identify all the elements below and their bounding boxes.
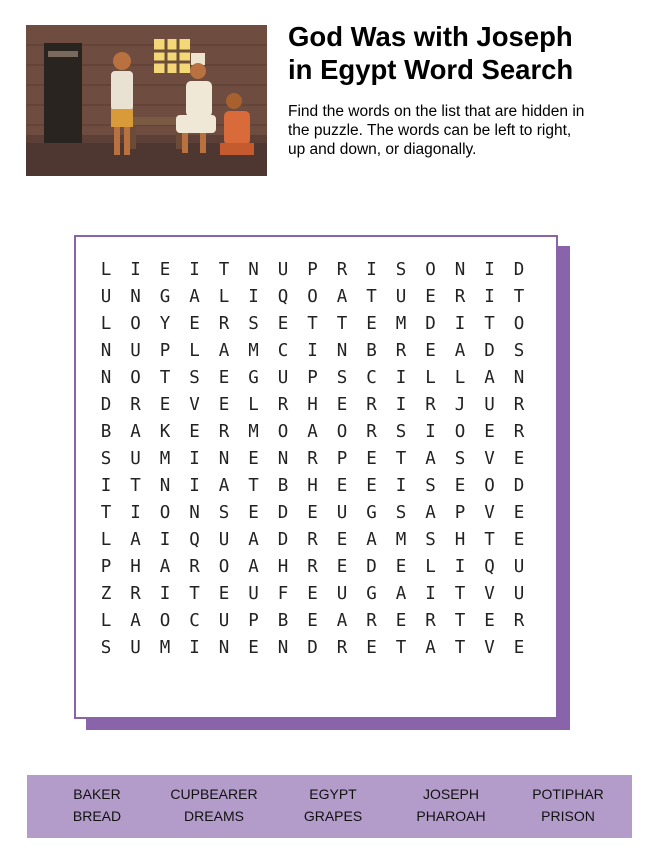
word-bank-item: PRISON bbox=[541, 808, 595, 824]
grid-letter: S bbox=[425, 476, 436, 496]
grid-letter: I bbox=[100, 476, 112, 496]
grid-letter: T bbox=[218, 260, 230, 280]
grid-letter: R bbox=[425, 611, 436, 631]
grid-letter: T bbox=[454, 584, 466, 604]
grid-letter: D bbox=[513, 476, 525, 496]
grid-letter: E bbox=[218, 584, 230, 604]
grid-letter: U bbox=[248, 584, 259, 604]
grid-letter: P bbox=[307, 368, 318, 388]
grid-row bbox=[76, 338, 556, 365]
grid-letter: D bbox=[307, 638, 318, 658]
grid-row bbox=[76, 365, 556, 392]
grid-letter: N bbox=[130, 287, 141, 307]
word-bank-item: JOSEPH bbox=[422, 786, 479, 802]
grid-letter: Q bbox=[484, 557, 495, 577]
grid-letter: D bbox=[366, 557, 377, 577]
grid-letter: E bbox=[159, 395, 171, 415]
grid-letter: T bbox=[484, 314, 495, 334]
grid-letter: R bbox=[366, 422, 377, 442]
word-bank-item: BAKER bbox=[73, 786, 121, 802]
grid-letter: I bbox=[395, 395, 407, 415]
grid-letter: I bbox=[189, 476, 200, 496]
grid-letter: V bbox=[484, 503, 495, 523]
grid-letter: T bbox=[454, 638, 466, 658]
grid-letter: M bbox=[248, 422, 259, 442]
grid-letter: E bbox=[513, 638, 525, 658]
grid-letter: S bbox=[513, 341, 525, 361]
grid-letter: N bbox=[218, 449, 230, 469]
grid-letter: N bbox=[248, 260, 259, 280]
grid-letter: R bbox=[336, 638, 348, 658]
grid-row bbox=[76, 257, 556, 284]
grid-letter: E bbox=[484, 422, 495, 442]
grid-letter: T bbox=[513, 287, 525, 307]
grid-row bbox=[76, 446, 556, 473]
grid-letter: E bbox=[307, 584, 318, 604]
word-bank-item: CUPBEARER bbox=[170, 786, 258, 802]
grid-letter: E bbox=[484, 611, 495, 631]
grid-letter: E bbox=[513, 530, 525, 550]
grid-letter: P bbox=[307, 260, 318, 280]
instructions-line: up and down, or diagonally. bbox=[288, 141, 477, 158]
grid-letter: I bbox=[189, 260, 200, 280]
grid-letter: S bbox=[454, 449, 466, 469]
grid-letter: N bbox=[454, 260, 466, 280]
grid-letter: S bbox=[248, 314, 259, 334]
grid-letter: E bbox=[425, 341, 436, 361]
grid-letter: C bbox=[277, 341, 289, 361]
grid-letter: S bbox=[189, 368, 200, 388]
grid-letter: E bbox=[425, 287, 436, 307]
grid-letter: I bbox=[454, 314, 466, 334]
grid-letter: N bbox=[513, 368, 525, 388]
grid-letter: R bbox=[336, 260, 348, 280]
grid-letter: Y bbox=[159, 314, 171, 334]
grid-letter: A bbox=[307, 422, 318, 442]
grid-letter: Z bbox=[100, 584, 112, 604]
title-line: God Was with Joseph bbox=[288, 21, 573, 52]
grid-letter: E bbox=[277, 314, 289, 334]
grid-letter: U bbox=[513, 557, 525, 577]
grid-row bbox=[76, 527, 556, 554]
grid-row bbox=[76, 392, 556, 419]
grid-letter: L bbox=[218, 287, 230, 307]
grid-letter: I bbox=[307, 341, 318, 361]
grid-letter: U bbox=[130, 449, 141, 469]
grid-letter: E bbox=[248, 638, 259, 658]
grid-letter: I bbox=[425, 422, 436, 442]
grid-letter: D bbox=[100, 395, 112, 415]
grid-letter: C bbox=[189, 611, 200, 631]
grid-letter: R bbox=[130, 584, 141, 604]
grid-letter: U bbox=[336, 503, 348, 523]
grid-letter: P bbox=[454, 503, 466, 523]
grid-letter: I bbox=[159, 530, 171, 550]
grid-letter: T bbox=[130, 476, 141, 496]
grid-letter: U bbox=[218, 530, 230, 550]
grid-letter: A bbox=[218, 476, 230, 496]
grid-letter: I bbox=[395, 476, 407, 496]
word-bank-item: DREAMS bbox=[184, 808, 244, 824]
grid-letter: R bbox=[395, 341, 407, 361]
grid-letter: I bbox=[130, 260, 141, 280]
grid-letter: U bbox=[484, 395, 495, 415]
grid-letter: O bbox=[159, 611, 171, 631]
grid-letter: S bbox=[100, 449, 112, 469]
grid-letter: S bbox=[218, 503, 230, 523]
grid-letter: A bbox=[130, 422, 141, 442]
grid-letter: M bbox=[395, 314, 407, 334]
page-title bbox=[288, 20, 648, 86]
grid-letter: A bbox=[336, 611, 348, 631]
grid-letter: B bbox=[366, 341, 377, 361]
grid-letter: R bbox=[218, 422, 230, 442]
grid-letter: E bbox=[395, 557, 407, 577]
grid-letter: L bbox=[189, 341, 200, 361]
grid-letter: H bbox=[454, 530, 466, 550]
grid-letter: L bbox=[425, 368, 436, 388]
grid-letter: G bbox=[366, 584, 377, 604]
grid-row bbox=[76, 635, 556, 662]
grid-letter: I bbox=[130, 503, 141, 523]
grid-letter: L bbox=[248, 395, 259, 415]
grid-letter: A bbox=[484, 368, 495, 388]
grid-letter: T bbox=[395, 638, 407, 658]
grid-letter: E bbox=[366, 449, 377, 469]
grid-letter: A bbox=[130, 611, 141, 631]
grid-letter: A bbox=[130, 530, 141, 550]
grid-letter: E bbox=[307, 611, 318, 631]
grid-letter: M bbox=[395, 530, 407, 550]
grid-letter: S bbox=[425, 530, 436, 550]
grid-letter: R bbox=[130, 395, 141, 415]
grid-letter: K bbox=[159, 422, 171, 442]
grid-letter: E bbox=[248, 449, 259, 469]
grid-letter: U bbox=[218, 611, 230, 631]
grid-letter: U bbox=[395, 287, 407, 307]
grid-letter: H bbox=[277, 557, 289, 577]
grid-letter: L bbox=[100, 260, 112, 280]
grid-letter: A bbox=[159, 557, 171, 577]
grid-letter: V bbox=[484, 449, 495, 469]
grid-letter: E bbox=[366, 638, 377, 658]
grid-letter: Q bbox=[277, 287, 289, 307]
grid-letter: E bbox=[189, 422, 200, 442]
grid-letter: E bbox=[336, 530, 348, 550]
grid-letter: N bbox=[100, 341, 112, 361]
grid-letter: T bbox=[100, 503, 112, 523]
grid-letter: E bbox=[336, 557, 348, 577]
grid-letter: S bbox=[395, 503, 407, 523]
grid-letter: A bbox=[248, 530, 259, 550]
grid-letter: H bbox=[130, 557, 141, 577]
grid-letter: B bbox=[277, 611, 289, 631]
grid-row bbox=[76, 554, 556, 581]
grid-letter: E bbox=[366, 476, 377, 496]
grid-letter: O bbox=[218, 557, 230, 577]
grid-letter: L bbox=[100, 314, 112, 334]
grid-letter: T bbox=[307, 314, 318, 334]
grid-letter: P bbox=[159, 341, 171, 361]
grid-letter: S bbox=[100, 638, 112, 658]
grid-letter: A bbox=[336, 287, 348, 307]
grid-letter: M bbox=[248, 341, 259, 361]
grid-letter: E bbox=[336, 476, 348, 496]
grid-letter: I bbox=[248, 287, 259, 307]
grid-letter: I bbox=[395, 368, 407, 388]
grid-letter: O bbox=[425, 260, 436, 280]
grid-letter: O bbox=[130, 368, 141, 388]
grid-letter: O bbox=[484, 476, 495, 496]
grid-letter: N bbox=[277, 449, 289, 469]
grid-letter: L bbox=[100, 611, 112, 631]
grid-letter: S bbox=[395, 260, 407, 280]
grid-letter: E bbox=[366, 314, 377, 334]
grid-letter: I bbox=[484, 260, 495, 280]
grid-letter: E bbox=[454, 476, 466, 496]
grid-letter: M bbox=[159, 449, 171, 469]
grid-letter: A bbox=[189, 287, 200, 307]
joseph-illustration bbox=[26, 25, 267, 176]
grid-letter: U bbox=[277, 368, 289, 388]
grid-letter: U bbox=[336, 584, 348, 604]
grid-letter: F bbox=[277, 584, 289, 604]
grid-letter: T bbox=[248, 476, 259, 496]
grid-letter: D bbox=[277, 530, 289, 550]
grid-letter: U bbox=[130, 638, 141, 658]
grid-letter: A bbox=[395, 584, 407, 604]
grid-letter: N bbox=[336, 341, 348, 361]
grid-letter: H bbox=[307, 476, 318, 496]
grid-letter: V bbox=[189, 395, 200, 415]
grid-letter: O bbox=[454, 422, 466, 442]
grid-letter: R bbox=[366, 611, 377, 631]
grid-row bbox=[76, 473, 556, 500]
grid-letter: N bbox=[218, 638, 230, 658]
grid-letter: I bbox=[189, 449, 200, 469]
grid-letter: R bbox=[513, 611, 525, 631]
grid-letter: U bbox=[513, 584, 525, 604]
grid-letter: M bbox=[159, 638, 171, 658]
grid-letter: T bbox=[395, 449, 407, 469]
word-bank-item: PHAROAH bbox=[416, 808, 486, 824]
grid-row bbox=[76, 284, 556, 311]
grid-letter: P bbox=[336, 449, 348, 469]
grid-letter: T bbox=[484, 530, 495, 550]
instructions bbox=[288, 102, 638, 159]
grid-letter: N bbox=[100, 368, 112, 388]
grid-letter: E bbox=[395, 611, 407, 631]
grid-letter: R bbox=[366, 395, 377, 415]
grid-letter: I bbox=[425, 584, 436, 604]
grid-letter: P bbox=[248, 611, 259, 631]
grid-letter: O bbox=[307, 287, 318, 307]
grid-letter: C bbox=[366, 368, 377, 388]
grid-row bbox=[76, 311, 556, 338]
grid-letter: A bbox=[425, 449, 436, 469]
grid-letter: L bbox=[454, 368, 466, 388]
grid-letter: I bbox=[189, 638, 200, 658]
grid-letter: R bbox=[425, 395, 436, 415]
grid-letter: E bbox=[513, 449, 525, 469]
grid-letter: T bbox=[454, 611, 466, 631]
grid-letter: A bbox=[454, 341, 466, 361]
grid-letter: R bbox=[307, 530, 318, 550]
grid-letter: G bbox=[366, 503, 377, 523]
word-bank-item: EGYPT bbox=[309, 786, 357, 802]
grid-letter: R bbox=[277, 395, 289, 415]
word-bank-item: POTIPHAR bbox=[532, 786, 604, 802]
grid-row bbox=[76, 419, 556, 446]
instructions-line: the puzzle. The words can be left to right, bbox=[288, 122, 572, 139]
grid-letter: V bbox=[484, 638, 495, 658]
grid-letter: R bbox=[513, 395, 525, 415]
grid-letter: O bbox=[336, 422, 348, 442]
grid-letter: R bbox=[513, 422, 525, 442]
grid-letter: D bbox=[425, 314, 436, 334]
grid-letter: I bbox=[454, 557, 466, 577]
grid-letter: R bbox=[218, 314, 230, 334]
grid-letter: D bbox=[484, 341, 495, 361]
grid-letter: D bbox=[277, 503, 289, 523]
grid-letter: Q bbox=[189, 530, 200, 550]
grid-letter: L bbox=[425, 557, 436, 577]
grid-letter: U bbox=[277, 260, 289, 280]
grid-letter: E bbox=[513, 503, 525, 523]
grid-letter: E bbox=[336, 395, 348, 415]
grid-letter: B bbox=[277, 476, 289, 496]
grid-letter: I bbox=[366, 260, 377, 280]
word-bank bbox=[27, 775, 632, 838]
word-bank-item: GRAPES bbox=[303, 808, 363, 824]
title-line: in Egypt Word Search bbox=[288, 54, 574, 85]
grid-row bbox=[76, 608, 556, 635]
instructions-line: Find the words on the list that are hidden in bbox=[288, 103, 585, 120]
grid-letter: E bbox=[159, 260, 171, 280]
grid-letter: A bbox=[425, 503, 436, 523]
grid-letter: R bbox=[189, 557, 200, 577]
grid-letter: E bbox=[218, 368, 230, 388]
grid-row bbox=[76, 581, 556, 608]
grid-letter: T bbox=[159, 368, 171, 388]
grid-letter: E bbox=[218, 395, 230, 415]
grid-letter: T bbox=[189, 584, 200, 604]
grid-letter: T bbox=[366, 287, 377, 307]
grid-letter: I bbox=[484, 287, 495, 307]
grid-letter: G bbox=[159, 287, 171, 307]
grid-letter: S bbox=[336, 368, 348, 388]
grid-letter: V bbox=[484, 584, 495, 604]
grid-letter: R bbox=[307, 557, 318, 577]
grid-letter: U bbox=[100, 287, 112, 307]
grid-letter: U bbox=[130, 341, 141, 361]
grid-row bbox=[76, 500, 556, 527]
grid-letter: D bbox=[513, 260, 525, 280]
grid-letter: R bbox=[307, 449, 318, 469]
grid-letter: N bbox=[159, 476, 171, 496]
grid-letter: A bbox=[366, 530, 377, 550]
grid-letter: L bbox=[100, 530, 112, 550]
grid-letter: H bbox=[307, 395, 318, 415]
grid-letter: A bbox=[425, 638, 436, 658]
grid-letter: E bbox=[189, 314, 200, 334]
grid-letter: O bbox=[130, 314, 141, 334]
word-bank-item: BREAD bbox=[72, 808, 122, 824]
grid-letter: P bbox=[100, 557, 112, 577]
grid-letter: E bbox=[307, 503, 318, 523]
grid-letter: N bbox=[277, 638, 289, 658]
grid-letter: A bbox=[248, 557, 259, 577]
grid-letter: S bbox=[395, 422, 407, 442]
grid-letter: A bbox=[218, 341, 230, 361]
grid-letter: R bbox=[454, 287, 466, 307]
grid-letter: N bbox=[189, 503, 200, 523]
grid-letter: G bbox=[248, 368, 259, 388]
grid-letter: B bbox=[100, 422, 112, 442]
grid-letter: T bbox=[336, 314, 348, 334]
grid-letter: O bbox=[513, 314, 525, 334]
word-search-grid bbox=[74, 235, 558, 719]
grid-letter: E bbox=[248, 503, 259, 523]
grid-letter: J bbox=[454, 395, 466, 415]
grid-letter: O bbox=[159, 503, 171, 523]
grid-letter: I bbox=[159, 584, 171, 604]
grid-letter: O bbox=[277, 422, 289, 442]
